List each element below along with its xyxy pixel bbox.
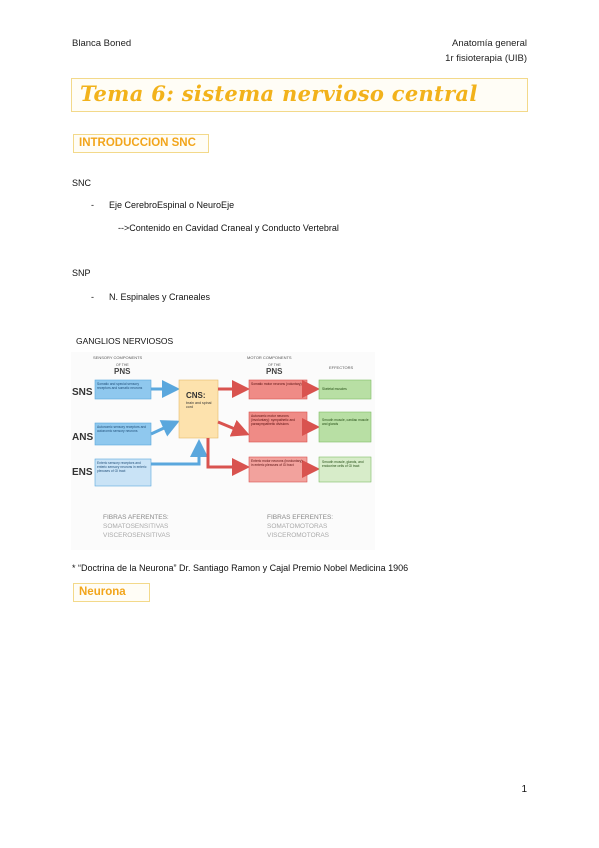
green3-text: Smooth muscle, glands, and endocrine cells of GI tract <box>322 460 364 468</box>
page-number: 1 <box>521 784 527 795</box>
header-course: 1r fisioterapia (UIB) <box>445 53 527 64</box>
snp-label: SNP <box>72 268 91 278</box>
page-title: Tema 6: sistema nervioso central <box>80 81 478 106</box>
neurona-section-box <box>73 583 150 602</box>
header-author: Blanca Boned <box>72 38 132 49</box>
of-the-left: OF THE <box>116 363 129 367</box>
efferent-somato: SOMATOMOTORAS <box>267 523 328 530</box>
smooth-cardiac-box <box>319 412 371 442</box>
efferent-title: FIBRAS EFERENTES: <box>267 514 334 521</box>
ens-label: ENS <box>72 467 93 478</box>
pns-right-label: PNS <box>266 367 283 376</box>
red2-text: Autonomic motor neurons (involuntary): sympathetic and parasympathetic divisions <box>251 414 295 426</box>
blue3-text: Enteric sensory receptors and enteric sensory neurons in enteric plexuses of GI tract <box>97 461 147 473</box>
intro-section-heading: INTRODUCCION SNC <box>79 137 196 149</box>
blue1-text: Somatic and special sensory receptors and somatic neurons <box>97 382 143 390</box>
ganglios-label: GANGLIOS NERVIOSOS <box>76 336 174 346</box>
ens-efferent-arrow <box>208 438 247 467</box>
red3-text: Enteric motor neurons (involuntary) in enteric plexuses of GI tract <box>251 459 303 467</box>
snc-item: Eje CerebroEspinal o NeuroEje <box>109 200 235 210</box>
efferent-viscero: VISCEROMOTORAS <box>267 532 330 539</box>
green1-text: Skeletal muscles <box>322 387 347 391</box>
snp-item: N. Espinales y Craneales <box>109 292 211 302</box>
of-the-right: OF THE <box>268 363 281 367</box>
sns-label: SNS <box>72 387 93 398</box>
nervous-system-diagram <box>71 352 375 550</box>
snc-dash: - <box>91 200 94 210</box>
ens-afferent-arrow <box>151 442 199 464</box>
afferent-viscero: VISCEROSENSITIVAS <box>103 532 171 539</box>
cns-subtitle: brain and spinal cord <box>186 401 212 410</box>
effectors-label: EFFECTORS <box>329 365 354 370</box>
blue2-text: Autonomic sensory receptors and autonomic sensory neurons <box>97 425 147 433</box>
snp-dash: - <box>91 292 94 302</box>
motor-components-label: MOTOR COMPONENTS <box>247 355 292 360</box>
snc-sub-item: -->Contenido en Cavidad Craneal y Conducto Vertebral <box>118 223 339 233</box>
sensory-components-label: SENSORY COMPONENTS <box>93 355 143 360</box>
snc-label: SNC <box>72 178 92 188</box>
figure-note: * “Doctrina de la Neurona” Dr. Santiago Ramon y Cajal Premio Nobel Medicina 1906 <box>72 563 409 573</box>
red1-text: Somatic motor neurons (voluntary) <box>251 382 302 386</box>
cns-title: CNS: <box>186 391 206 400</box>
ans-label: ANS <box>72 432 94 443</box>
green2-text: Smooth muscle, cardiac muscle and glands <box>322 418 369 426</box>
pns-left-label: PNS <box>114 367 131 376</box>
intro-section-box <box>73 134 209 153</box>
afferent-somato: SOMATOSENSITIVAS <box>103 523 169 530</box>
title-box <box>71 78 528 112</box>
header-subject: Anatomía general <box>452 38 527 49</box>
afferent-title: FIBRAS AFERENTES: <box>103 514 169 521</box>
ans-afferent-arrow <box>151 422 177 434</box>
neurona-section-heading: Neurona <box>79 586 126 598</box>
ans-efferent-arrow <box>218 422 247 434</box>
